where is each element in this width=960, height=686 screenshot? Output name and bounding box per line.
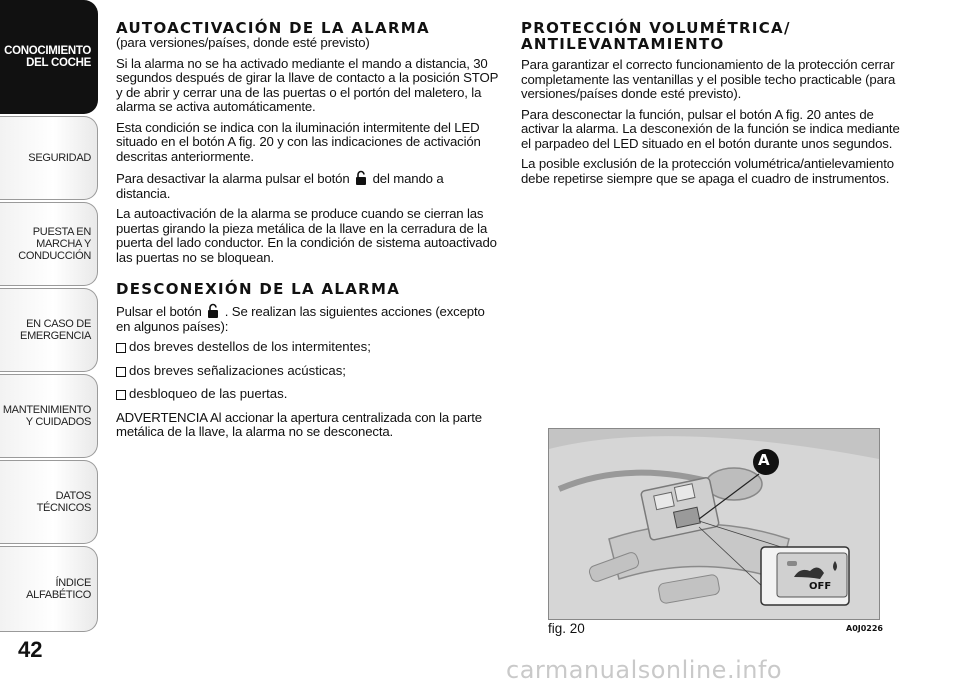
tab-label: EN CASO DE EMERGENCIA <box>20 318 91 342</box>
tab-mantenimiento[interactable] <box>0 374 98 458</box>
text: Para desactivar la alarma pulsar el botón <box>116 171 350 186</box>
right-column <box>521 20 913 192</box>
tab-label: CONOCIMIENTO DEL COCHE <box>4 45 91 69</box>
paragraph-press-button <box>116 303 500 334</box>
tab-label: PUESTA EN MARCHA Y CONDUCCIÓN <box>18 226 91 262</box>
watermark: carmanualsonline.info <box>506 656 783 684</box>
left-column <box>116 20 500 446</box>
chapter-sidebar <box>0 0 100 686</box>
tab-label: ÍNDICE ALFABÉTICO <box>26 577 91 601</box>
tab-puesta-en-marcha[interactable] <box>0 202 98 286</box>
action-list <box>116 340 500 402</box>
tab-indice-alfabetico[interactable] <box>0 546 98 632</box>
section-title-autoactivacion: AUTOACTIVACIÓN DE LA ALARMA <box>116 19 430 37</box>
list-item: desbloqueo de las puertas. <box>116 387 500 402</box>
tab-label: SEGURIDAD <box>28 152 91 164</box>
tab-label: MANTENIMIENTO Y CUIDADOS <box>2 404 91 428</box>
text: Pulsar el botón <box>116 304 202 319</box>
off-label: OFF <box>809 581 832 592</box>
paragraph-deactivate <box>116 170 500 201</box>
list-item: dos breves destellos de los intermitentes; <box>116 340 500 355</box>
callout-label: A <box>758 451 770 469</box>
figure-caption: fig. 20 <box>548 621 585 636</box>
text: del mando a distancia. <box>116 171 444 201</box>
paragraph: Para desconectar la función, pulsar el botón A fig. 20 antes de activar la alarma. La desconexión de la función se indica mediante el parpadeo del LED situado en el botón durante unos segundos. <box>521 106 900 151</box>
section-title-desconexion: DESCONEXIÓN DE LA ALARMA <box>116 280 401 298</box>
padlock-icon <box>207 303 219 319</box>
tab-datos-tecnicos[interactable] <box>0 460 98 544</box>
list-item: dos breves señalizaciones acústicas; <box>116 364 500 379</box>
warning-paragraph: ADVERTENCIA Al accionar la apertura centralizada con la parte metálica de la llave, la alarma no se desconecta. <box>116 409 482 439</box>
text: . Se realizan las siguientes acciones (excepto en algunos países): <box>116 304 485 334</box>
tab-en-caso-de-emergencia[interactable] <box>0 288 98 372</box>
paragraph: Si la alarma no se ha activado mediante el mando a distancia, 30 segundos después de girar la llave de contacto a la posición STOP y de abrir y cerrar una de las puertas o el portón del maletero, la alarma se activa automáticamente. <box>116 55 498 114</box>
padlock-icon <box>355 170 367 186</box>
square-bullet-icon <box>116 343 126 353</box>
figure-code: A0J0226 <box>846 624 883 633</box>
section-title-proteccion: PROTECCIÓN VOLUMÉTRICA/ ANTILEVANTAMIENTO <box>521 19 791 53</box>
paragraph: La autoactivación de la alarma se produce cuando se cierran las puertas girando la pieza metálica de la llave en la cerradura de la puerta del lado conductor. En la condición de sistema autoactivado las puertas no se bloquean. <box>116 206 497 265</box>
tab-conocimiento-del-coche[interactable] <box>0 0 98 114</box>
paragraph: La posible exclusión de la protección volumétrica/antielevamiento debe repetirse siempre que se apaga el cuadro de instrumentos. <box>521 156 894 186</box>
paragraph: Esta condición se indica con la iluminación intermitente del LED situado en el botón A fig. 20 y con las indicaciones de activación descritas anteriormente. <box>116 119 481 164</box>
square-bullet-icon <box>116 367 126 377</box>
tab-label: DATOS TÉCNICOS <box>36 490 91 514</box>
square-bullet-icon <box>116 390 126 400</box>
figure-20-illustration <box>548 428 880 620</box>
section-subtitle: (para versiones/países, donde esté previsto) <box>116 35 370 50</box>
paragraph: Para garantizar el correcto funcionamiento de la protección cerrar completamente las ventanillas y el posible techo practicable (para versiones/países donde esté previsto). <box>521 57 896 101</box>
page-number: 42 <box>18 637 43 662</box>
tab-seguridad[interactable] <box>0 116 98 200</box>
